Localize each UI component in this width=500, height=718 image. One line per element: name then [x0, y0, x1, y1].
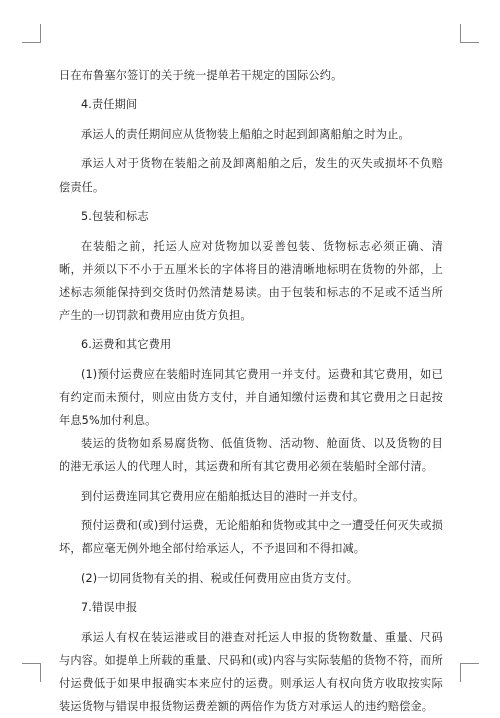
paragraph: 预付运费和(或)到付运费，无论船舶和货物或其中之一遭受任何灭失或损坏，都应毫无例外地全部付给承运人，不予退回和不得扣减。: [59, 519, 443, 556]
section-heading-freight-charges: 6.运费和其它费用: [81, 338, 172, 352]
paragraph: 承运人有权在装运港或目的港查对托运人申报的货物数量、重量、尺码与内容。如提单上所载的重量、尺码和(或)内容与实际装船的货物不符，而所付运费低于如果申报确实本来应付的运费。则承运人有权向货方收取按实际装运货物与错误申报货物运费差额的两倍作为货方对承运人的违约赔偿金。: [59, 630, 443, 713]
section-heading-misdeclaration: 7.错误申报: [81, 601, 138, 615]
paragraph: 装运的货物如系易腐货物、低值货物、活动物、舱面货、以及货物的目的港无承运人的代理人时，其运费和所有其它费用必须在装船时全部付清。: [59, 437, 443, 474]
crop-mark-top-right: [460, 24, 479, 43]
section-heading-packing-marks: 5.包装和标志: [81, 210, 149, 224]
document-body: [59, 64, 443, 718]
paragraph: (2)一切同货物有关的捐、税或任何费用应由货方支付。: [81, 571, 359, 585]
crop-mark-top-left: [22, 24, 41, 43]
section-heading-liability-period: 4.责任期间: [81, 98, 138, 112]
crop-mark-bottom-right: [460, 663, 479, 682]
paragraph: 在装船之前，托运人应对货物加以妥善包装、货物标志必须正确、清晰，并须以下不小于五厘米长的字体将目的港清晰地标明在货物的外部，上述标志须能保持到交货时仍然清楚易读。由于包装和标志的不足或不适当所产生的一切罚款和费用应由货方负担。: [59, 239, 443, 322]
crop-mark-bottom-left: [22, 663, 41, 682]
paragraph: 承运人的责任期间应从货物装上船舶之时起到卸离船舶之时为止。: [81, 127, 410, 141]
paragraph: 承运人对于货物在装船之前及卸离船舶之后，发生的灭失或损坏不负赔偿责任。: [59, 157, 443, 194]
paragraph: 日在布鲁塞尔签订的关于统一提单若干规定的国际公约。: [59, 69, 343, 82]
paragraph: (1)预付运费应在装船时连同其它费用一并支付。运费和其它费用，如已有约定而未预付，则应由货方支付，并自通知缴付运费和其它费用之日起按年息5%加付利息。: [59, 367, 443, 427]
paragraph: 到付运费连同其它费用应在船舶抵达目的港时一并支付。: [81, 489, 365, 503]
